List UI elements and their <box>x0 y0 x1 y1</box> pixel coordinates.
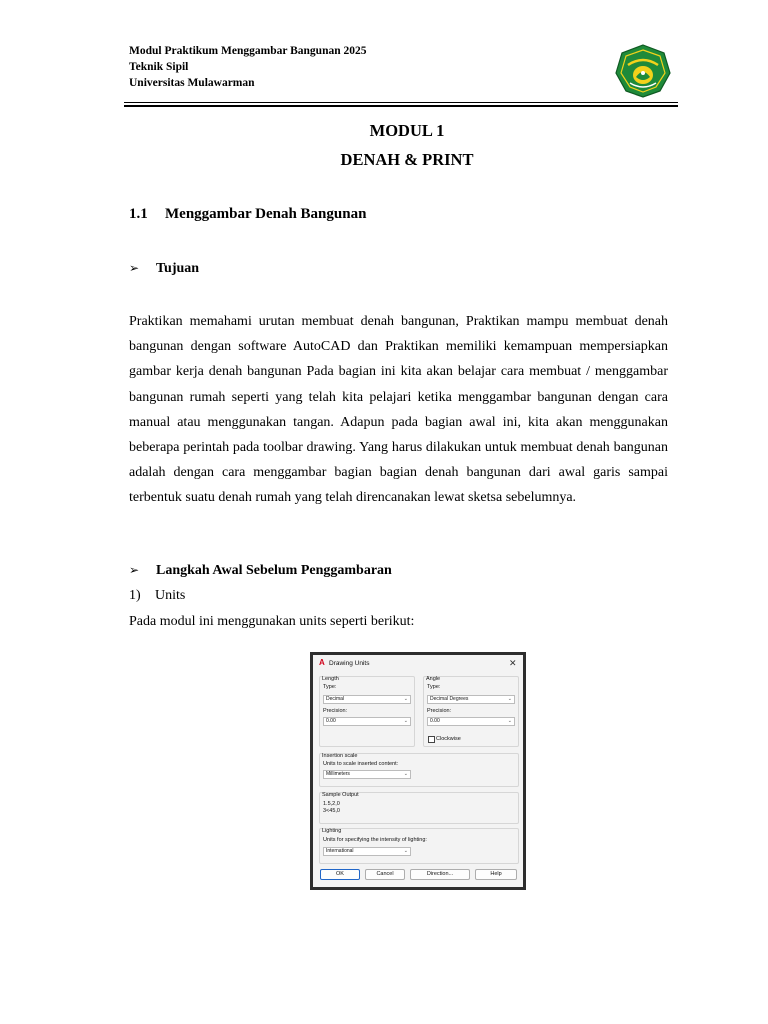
university-logo <box>614 43 672 99</box>
sample-output-line2: 3<45,0 <box>323 808 340 814</box>
length-type-label: Type: <box>323 684 337 690</box>
angle-group-label: Angle <box>426 676 441 682</box>
list-item-units <box>129 588 185 604</box>
section-heading <box>129 206 366 223</box>
help-button[interactable]: Help <box>475 869 517 880</box>
length-precision-dropdown[interactable] <box>323 717 411 726</box>
angle-type-label: Type: <box>427 684 441 690</box>
angle-type-value: Decimal Degrees <box>430 696 469 702</box>
header-course-title: Modul Praktikum Menggambar Bangunan 2025 <box>129 45 367 57</box>
angle-precision-label: Precision: <box>427 708 452 714</box>
length-precision-value: 0.00 <box>326 718 336 724</box>
sample-output-label: Sample Output <box>322 792 359 798</box>
angle-precision-dropdown[interactable] <box>427 717 515 726</box>
chevron-down-icon: ⌄ <box>403 771 408 777</box>
module-title: MODUL 1 <box>369 121 445 140</box>
angle-type-dropdown[interactable] <box>427 695 515 704</box>
length-type-value: Decimal <box>326 696 345 702</box>
units-intro-text: Pada modul ini menggunakan units seperti berikut: <box>129 614 415 629</box>
section-number: 1.1 <box>129 206 148 222</box>
sample-output-line1: 1.5,2,0 <box>323 801 340 807</box>
length-type-dropdown[interactable] <box>323 695 411 704</box>
bullet-langkah-label: Langkah Awal Sebelum Penggambaran <box>156 563 392 578</box>
insertion-units-label: Units to scale inserted content: <box>323 761 399 767</box>
angle-precision-value: 0.00 <box>430 718 440 724</box>
length-group-label: Length <box>322 676 339 682</box>
section-title: Menggambar Denah Bangunan <box>165 206 367 222</box>
drawing-units-dialog <box>313 655 523 887</box>
lighting-units-value: International <box>326 848 354 854</box>
clockwise-checkbox[interactable] <box>428 736 435 743</box>
bullet-tujuan <box>129 261 199 277</box>
header-rule-thick <box>124 105 678 107</box>
chevron-down-icon: ⌄ <box>403 718 408 724</box>
lighting-units-label: Units for specifying the intensity of lighting: <box>323 837 427 843</box>
list-item-number: 1) <box>129 588 141 603</box>
header-rule-thin <box>124 102 678 103</box>
list-item-label: Units <box>155 588 186 603</box>
bullet-langkah <box>129 563 392 579</box>
body-paragraph: Praktikan memahami urutan membuat denah bangunan, Praktikan mampu membuat denah bangunan dengan software AutoCAD dan Praktikan memiliki kemampuan mempersiapkan gambar kerja denah bangunan Pada bagian ini kita akan belajar cara membuat / menggambar bangunan rumah seperti yang telah kita pelajari ketika menggambar bangunan dengan cara manual atau menggunakan tangan. Adapun pada bagian awal ini, kita akan menggunakan beberapa perintah pada toolbar drawing. Yang harus dilakukan untuk membuat denah bangunan adalah dengan cara menggambar bagian bagian denah bangunan dari awal garis sampai terbentuk suatu denah rumah yang telah direncanakan lewat sketsa sebelumnya. <box>129 314 668 506</box>
document-header <box>129 43 367 91</box>
arrow-bullet-icon: ➢ <box>129 563 140 577</box>
header-department: Teknik Sipil <box>129 61 189 73</box>
module-subtitle: DENAH & PRINT <box>340 150 474 169</box>
insertion-units-value: Millimeters <box>326 771 350 777</box>
cancel-button[interactable]: Cancel <box>365 869 405 880</box>
close-icon[interactable]: ✕ <box>509 658 517 668</box>
chevron-down-icon: ⌄ <box>507 718 512 724</box>
ok-button[interactable]: OK <box>320 869 360 880</box>
header-university: Universitas Mulawarman <box>129 77 255 89</box>
bullet-tujuan-label: Tujuan <box>156 261 200 276</box>
chevron-down-icon: ⌄ <box>507 696 512 702</box>
length-precision-label: Precision: <box>323 708 348 714</box>
autocad-icon: A <box>319 658 325 667</box>
chevron-down-icon: ⌄ <box>403 696 408 702</box>
insertion-units-dropdown[interactable] <box>323 770 411 779</box>
dialog-title: Drawing Units <box>329 660 370 667</box>
clockwise-label: Clockwise <box>436 736 461 742</box>
direction-button[interactable]: Direction... <box>410 869 470 880</box>
insertion-scale-label: Insertion scale <box>322 753 358 759</box>
lighting-label: Lighting <box>322 828 342 834</box>
lighting-group <box>319 828 519 864</box>
arrow-bullet-icon: ➢ <box>129 261 140 275</box>
lighting-units-dropdown[interactable] <box>323 847 411 856</box>
chevron-down-icon: ⌄ <box>403 848 408 854</box>
